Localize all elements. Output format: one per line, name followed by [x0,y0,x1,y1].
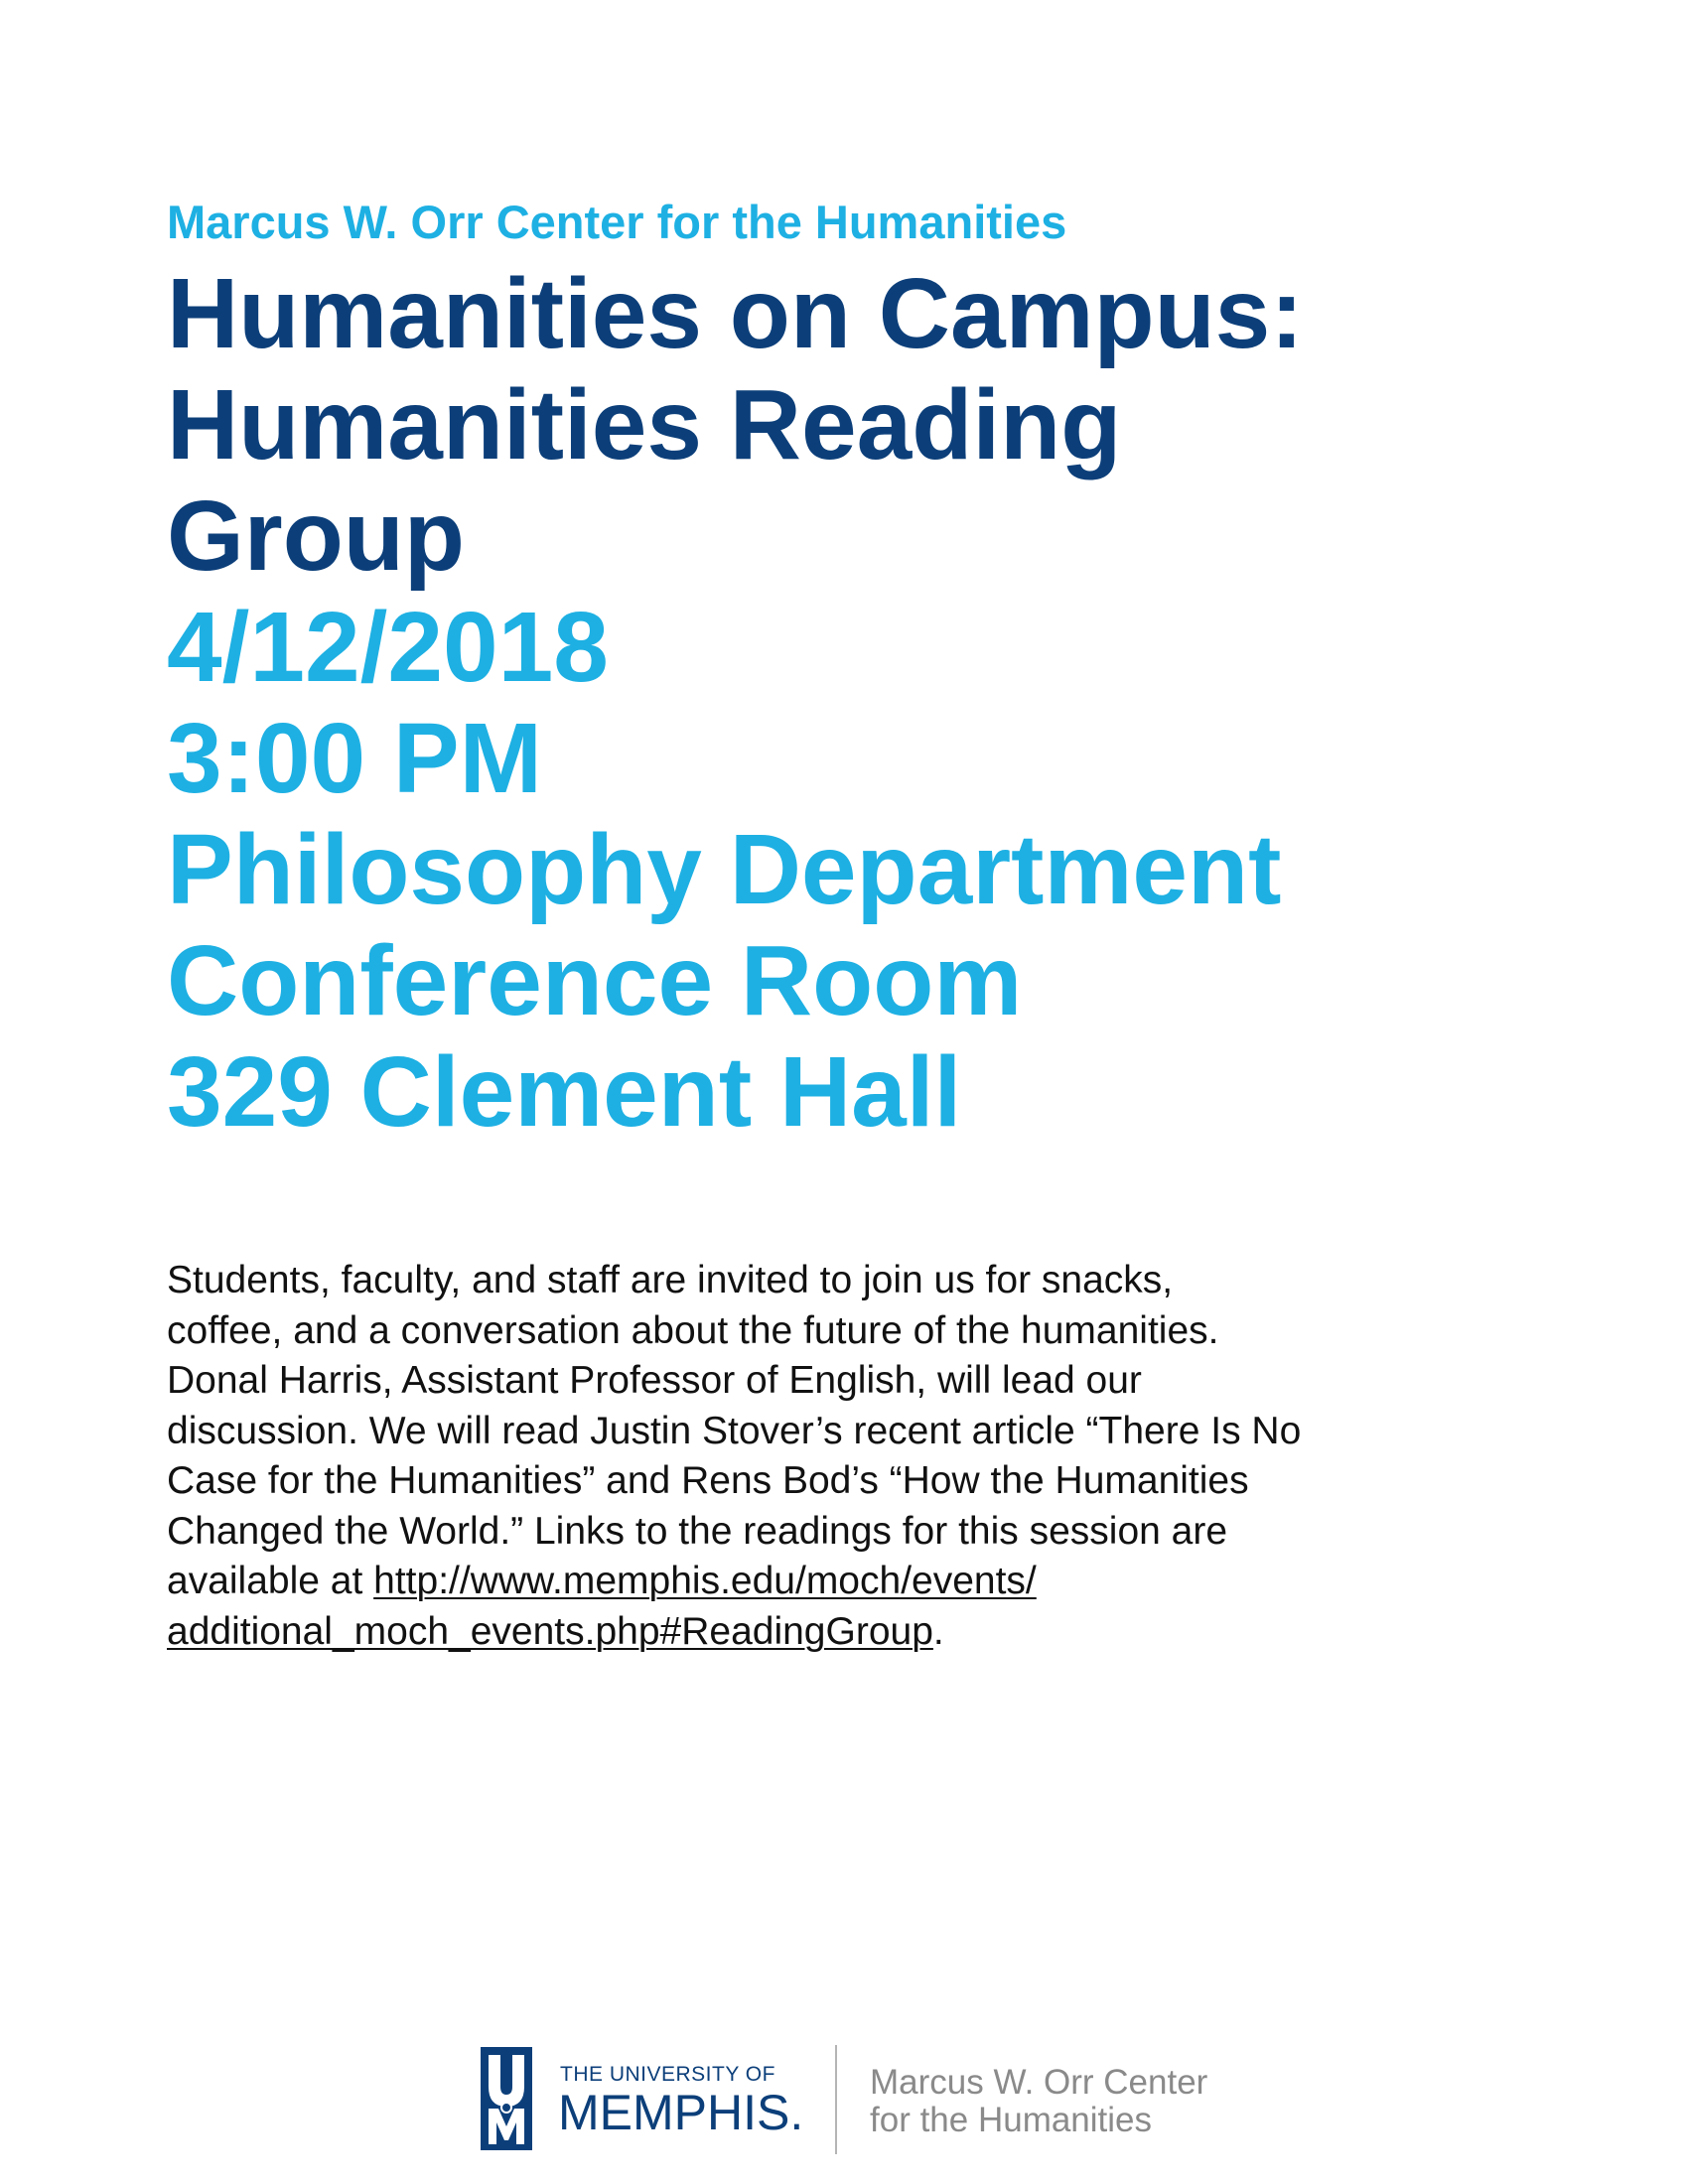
logo-divider [835,2045,837,2154]
university-wordmark-big: MEMPHIS. [558,2085,804,2140]
event-date: 4/12/2018 [167,592,609,703]
footer-logos [481,2045,1235,2154]
center-logo-line: Marcus W. Orr Center [870,2063,1208,2102]
description-line: Case for the Humanities” and Rens Bod’s “How the Humanities [167,1459,1249,1502]
event-title [167,258,1557,592]
description-line [167,1607,1487,1658]
event-title-line: Group [167,480,465,592]
center-logo-line: for the Humanities [870,2101,1153,2139]
event-details [167,592,1557,1148]
event-location-line: Philosophy Department [167,814,1282,925]
event-title-line: Humanities on Campus: [167,258,1304,369]
description-line: Students, faculty, and staff are invited to join us for snacks, [167,1259,1174,1301]
readings-link-continued[interactable]: additional_moch_events.php#ReadingGroup [167,1609,933,1653]
link-suffix: . [932,1609,944,1653]
event-header [167,195,1557,1148]
description-line: Changed the World.” Links to the readings for this session are [167,1509,1228,1553]
university-wordmark-small: THE UNIVERSITY OF [560,2063,775,2086]
event-location-line: Conference Room [167,925,1023,1036]
description-line: Donal Harris, Assistant Professor of English, will lead our [167,1359,1142,1402]
event-title-line: Humanities Reading [167,369,1122,480]
event-location-line: 329 Clement Hall [167,1036,962,1148]
description-line [167,1557,1487,1607]
description-line: discussion. We will read Justin Stover’s recent article “There Is No [167,1409,1302,1452]
event-description [167,1256,1487,1657]
event-time: 3:00 PM [167,703,542,814]
link-prefix: available at [167,1560,374,1602]
university-of-memphis-mark-icon [481,2047,532,2150]
organization-name: Marcus W. Orr Center for the Humanities [167,196,1067,248]
readings-link[interactable]: http://www.memphis.edu/moch/events/ [373,1560,1037,1602]
description-line: coffee, and a conversation about the future of the humanities. [167,1308,1219,1352]
